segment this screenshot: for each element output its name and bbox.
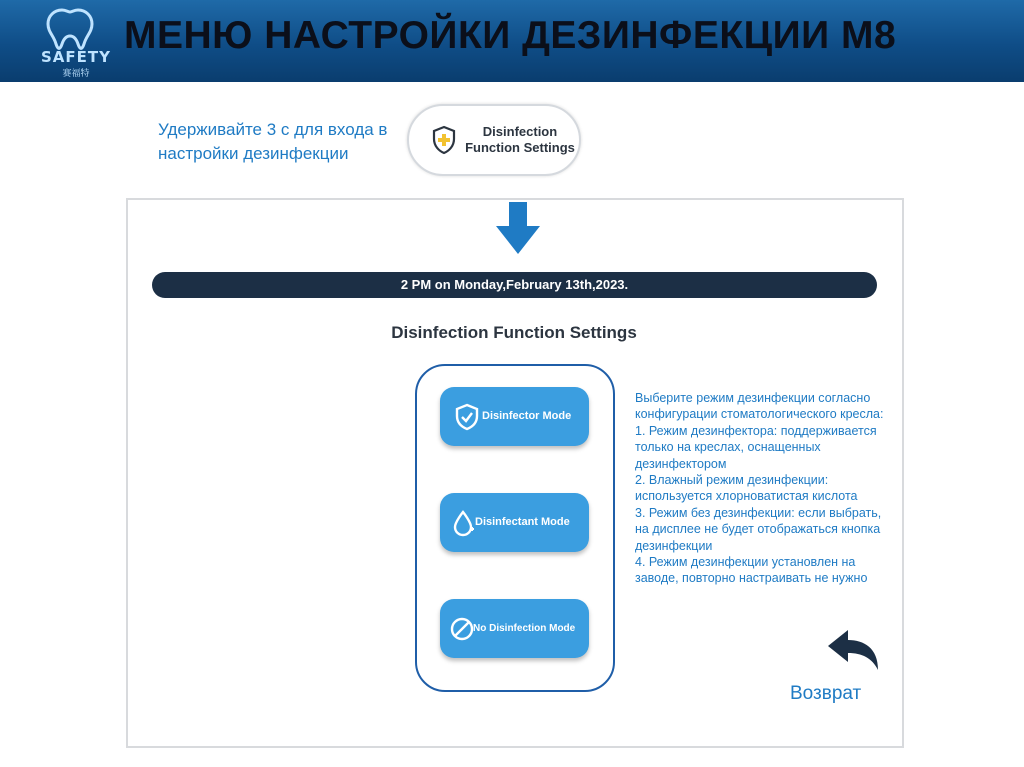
back-arrow-icon[interactable]	[826, 628, 880, 672]
back-button-label[interactable]: Возврат	[790, 683, 862, 704]
disinfectant-mode-button[interactable]	[440, 493, 589, 552]
mode-label-disinfector: Disinfector Mode	[482, 410, 572, 422]
function-button-label-line2: Function Settings	[465, 140, 575, 155]
header-bar	[0, 0, 1024, 82]
prohibited-icon	[449, 615, 475, 643]
page-title: МЕНЮ НАСТРОЙКИ ДЕЗИНФЕКЦИИ М8	[124, 14, 897, 57]
datetime-bar: 2 PM on Monday,February 13th,2023.	[152, 272, 877, 298]
mode-label-disinfectant: Disinfectant Mode	[475, 516, 570, 528]
mode-label-no-disinfection: No Disinfection Mode	[473, 623, 576, 634]
logo-text: SAFETY	[41, 48, 111, 66]
instructions-text	[635, 390, 895, 587]
logo-subtext: 赛福特	[62, 69, 90, 79]
instruction-item-4: 4. Режим дезинфекции установлен на заводе, повторно настраивать не нужно	[635, 555, 868, 586]
arrow-down-icon	[496, 202, 540, 254]
shield-check-icon	[454, 403, 480, 431]
disinfector-mode-button[interactable]	[440, 387, 589, 446]
no-disinfection-mode-button[interactable]	[440, 599, 589, 658]
instruction-item-3: 3. Режим без дезинфекции: если выбрать, на дисплее не будет отображаться кнопка дезинфекции	[635, 505, 882, 553]
instruction-item-2: 2. Влажный режим дезинфекции: используется хлорноватистая кислота	[635, 473, 858, 504]
disinfection-function-settings-button[interactable]	[407, 104, 581, 176]
shield-plus-icon	[431, 125, 457, 155]
instruction-intro: Выберите режим дезинфекции согласно конфигурации стоматологического кресла:	[635, 391, 884, 422]
instruction-item-1: 1. Режим дезинфектора: поддерживается только на креслах, оснащенных дезинфектором	[635, 423, 877, 471]
function-button-label-line1: Disinfection	[482, 124, 558, 139]
hold-instruction: Удерживайте 3 с для входа в настройки дезинфекции	[158, 120, 388, 163]
function-button-label	[461, 124, 579, 156]
settings-title: Disinfection Function Settings	[391, 323, 637, 342]
water-drop-icon	[450, 509, 476, 537]
